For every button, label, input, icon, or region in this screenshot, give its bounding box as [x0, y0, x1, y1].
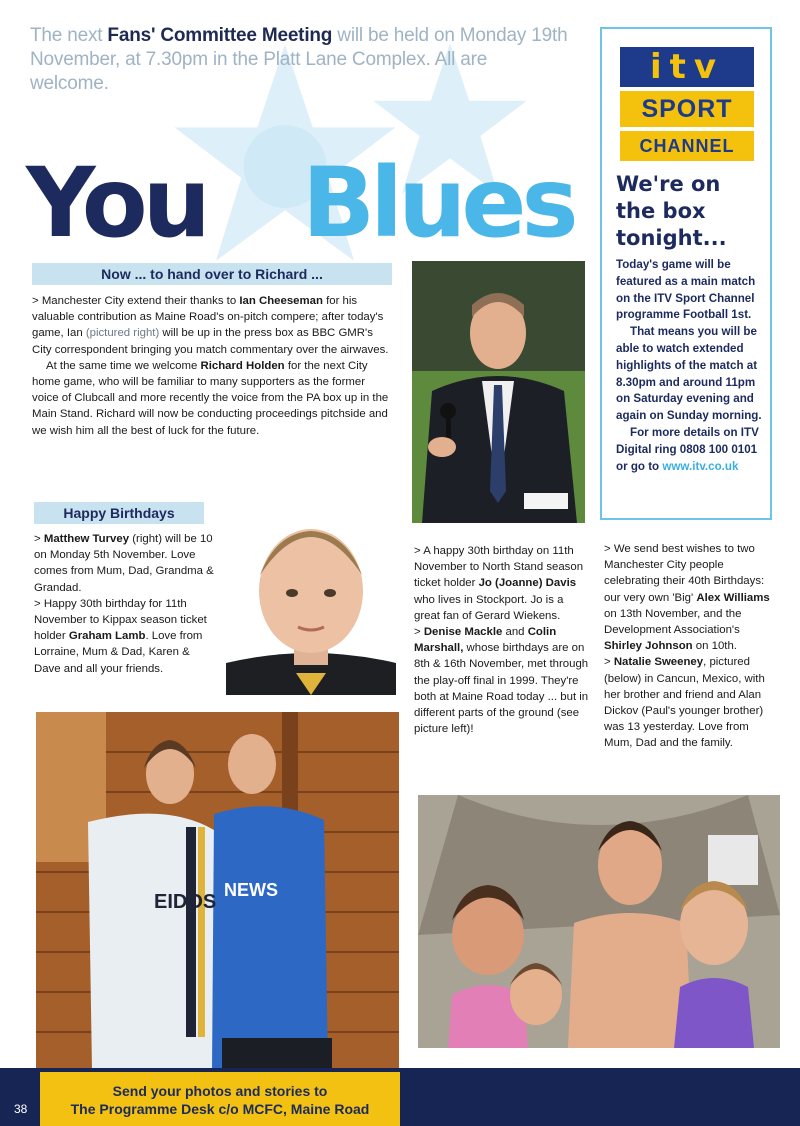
itv-url-link[interactable]: www.itv.co.uk: [662, 459, 739, 473]
birthday-entry: [34, 531, 214, 596]
text: and: [502, 626, 528, 639]
name-bold: Alex Williams: [696, 591, 770, 604]
itv-paragraph: [616, 425, 768, 475]
birthday-entry: [414, 543, 590, 624]
text: for his valuable contribution as Maine Road's on-pitch compere; after today's game, Ian: [32, 295, 384, 340]
birthdays-column-1: [34, 531, 214, 677]
itv-sport-panel: [600, 27, 772, 520]
couple-illustration: [36, 712, 399, 1070]
text: will be up in the press box as BBC GMR's City correspondent bringing you match commentary over the airwaves.: [32, 327, 389, 356]
shirt-text-right: NEWS: [224, 880, 278, 900]
text: on 13th November, and the Development Association's: [604, 607, 742, 637]
birthdays-column-2: [414, 543, 590, 737]
birthday-entry: [414, 624, 590, 737]
text: > Happy 30th birthday for 11th November to Kippax season ticket holder: [34, 597, 207, 643]
text: For more details on ITV Digital ring 0808 100 0101 or go to: [616, 425, 759, 473]
name-bold: Jo (Joanne) Davis: [478, 577, 577, 590]
text: > We send best wishes to two Manchester City people celebrating their 40th Birthdays: our very own 'Big': [604, 543, 765, 604]
itv-paragraph: Today's game will be featured as a main match on the ITV Sport Channel programme Football 1st.: [616, 258, 756, 322]
birthday-entry: [34, 596, 214, 677]
footer-line-1: Send your photos and stories to: [112, 1083, 328, 1099]
name-bold: Colin Marshall,: [414, 626, 557, 655]
name-bold: Shirley Johnson: [604, 640, 693, 653]
footer-line-2: The Programme Desk c/o MCFC, Maine Road: [70, 1101, 370, 1117]
text: on 10th.: [692, 640, 737, 653]
itv-logo: itv: [620, 47, 754, 87]
fans-committee-intro: [30, 24, 570, 96]
itv-body: [616, 257, 768, 475]
boy-portrait-photo: [226, 503, 396, 695]
boy-illustration: [226, 503, 396, 695]
footer-callout: [40, 1072, 400, 1126]
itv-sport-label: SPORT: [620, 91, 754, 127]
paragraph: [32, 293, 394, 358]
birthday-entry: [604, 654, 780, 751]
holiday-photo: [418, 795, 780, 1048]
text: >: [34, 533, 44, 545]
name-bold: Matthew Turvey: [43, 533, 130, 545]
text-muted: (pictured right): [85, 327, 160, 340]
text: That means you will be able to watch extended highlights of the match at 8.30pm and around 11pm on Saturday evening and again on Sunday morning.: [616, 325, 762, 423]
headline-blues: Blues: [302, 147, 574, 259]
name-bold: Natalie Sweeney: [613, 656, 704, 669]
text: , pictured (below) in Cancun, Mexico, with her brother and friend and Alan Dickov (Paul's younger brother) was 13 yesterday. Love from Mum, Dad and the family.: [604, 656, 765, 750]
itv-headline: We're on the box tonight...: [616, 172, 727, 250]
presenter-photo: [412, 261, 585, 523]
section-subheading: Now ... to hand over to Richard ...: [32, 263, 392, 285]
holiday-illustration: [418, 795, 780, 1048]
text: >: [414, 626, 424, 639]
intro-text: will be held on Monday 19th November, at 7.30pm in the Platt Lane Complex. All are welcome.: [30, 25, 568, 94]
couple-photo: [36, 712, 399, 1070]
paragraph: [32, 358, 394, 439]
text: >: [604, 656, 614, 669]
name-bold: Graham Lamb: [68, 630, 146, 643]
name-bold: Ian Cheeseman: [239, 295, 323, 307]
name-bold: Richard Holden: [200, 359, 285, 372]
itv-channel-label: CHANNEL: [620, 131, 754, 161]
text: (right) will be 10 on Monday 5th November. Love comes from Mum, Dad, Grandma & Grandad.: [34, 533, 214, 594]
text: for the next City home game, who will be familiar to many supporters as the former voice of Clubcall and more recently the voice from the PA box up in the Main Stand. Richard will now be conducting proceedings pitchside and we wish him all the best of luck for the future.: [32, 359, 389, 437]
intro-bold: Fans' Committee Meeting: [107, 25, 333, 46]
birthdays-heading: Happy Birthdays: [34, 502, 204, 524]
itv-paragraph: [616, 324, 768, 425]
intro-text: The next: [30, 25, 108, 46]
shirt-sponsor-left: EIDOS: [154, 891, 217, 913]
text: . Love from Lorraine, Mum & Dad, Karen & Dave and all your friends.: [34, 630, 203, 675]
text: whose birthdays are on 8th & 16th November, met through the play-off final in 1999. They're both at Maine Road today ... but in different parts of the ground (see picture left)!: [414, 642, 589, 736]
presenter-illustration: [412, 261, 585, 523]
section-body: [32, 293, 394, 439]
headline-you: You: [26, 147, 206, 259]
birthday-entry: [604, 541, 780, 654]
text: > Manchester City extend their thanks to: [32, 295, 240, 307]
text: At the same time we welcome: [46, 359, 201, 372]
name-bold: Denise Mackle: [423, 626, 503, 639]
page-number: 38: [14, 1102, 28, 1116]
text: > A happy 30th birthday on 11th November to North Stand season ticket holder: [414, 545, 584, 590]
birthdays-column-3: [604, 541, 780, 752]
text: who lives in Stockport. Jo is a great fan of Gerard Wiekens.: [414, 593, 564, 622]
